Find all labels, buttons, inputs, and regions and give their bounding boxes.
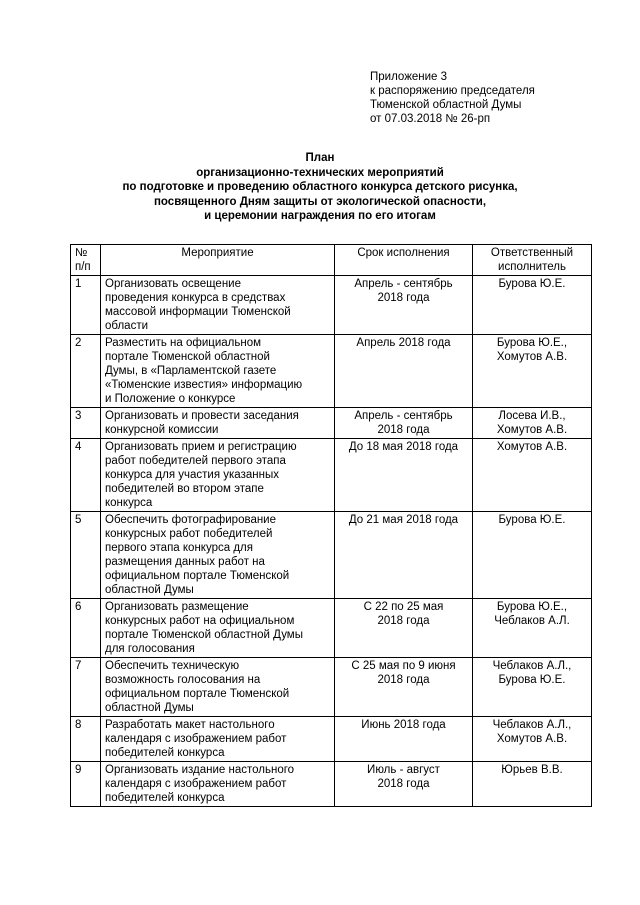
- cell-line: областной Думы: [105, 584, 194, 596]
- row-number: 6: [71, 599, 101, 658]
- responsible-cell: [473, 439, 592, 512]
- row-number: 3: [71, 408, 101, 439]
- cell-line: Бурова Ю.Е.: [498, 514, 566, 526]
- cell-line: До 21 мая 2018 года: [348, 514, 459, 526]
- term-cell: [335, 717, 473, 762]
- responsible-cell: [473, 599, 592, 658]
- cell-line: С 22 по 25 мая: [363, 601, 444, 613]
- table-row: [71, 658, 592, 717]
- cell-line: первого этапа конкурса для: [105, 542, 253, 554]
- cell-line: Обеспечить фотографирование: [105, 514, 277, 526]
- cell-line: Июнь 2018 года: [361, 719, 446, 731]
- row-number: 5: [71, 512, 101, 599]
- responsible-cell: [473, 658, 592, 717]
- title-line: организационно-технических мероприятий: [196, 166, 444, 179]
- event-cell: [101, 762, 335, 807]
- cell-line: Хомутов А.В.: [496, 424, 568, 436]
- cell-line: областной Думы: [105, 702, 194, 714]
- cell-line: возможность голосования на: [105, 674, 261, 686]
- responsible-cell: [473, 408, 592, 439]
- cell-line: Чеблаков А.Л.,: [492, 660, 572, 672]
- title-line: и церемонии награждения по его итогам: [204, 210, 436, 222]
- cell-line: Думы, в «Парламентской газете: [105, 365, 277, 377]
- cell-line: конкурса: [105, 497, 153, 509]
- appendix-line: от 07.03.2018 № 26-рп: [370, 113, 491, 125]
- cell-line: Бурова Ю.Е.: [498, 674, 566, 686]
- cell-line: Обеспечить техническую: [105, 660, 240, 672]
- cell-line: конкурсной комиссии: [105, 424, 219, 436]
- cell-line: Бурова Ю.Е.,: [496, 601, 568, 613]
- cell-line: и Положение о конкурсе: [105, 393, 236, 405]
- title-line: по подготовке и проведению областного конкурса детского рисунка,: [122, 181, 518, 193]
- term-cell: [335, 658, 473, 717]
- document-title: [0, 151, 640, 224]
- cell-line: Организовать освещение: [105, 278, 241, 290]
- table-body: [71, 276, 592, 807]
- cell-line: Хомутов А.В.: [496, 351, 568, 363]
- header-line: Срок исполнения: [357, 247, 450, 259]
- cell-line: массовой информации Тюменской: [105, 306, 291, 318]
- event-cell: [101, 335, 335, 408]
- table-row: [71, 335, 592, 408]
- cell-line: Разместить на официальном: [105, 337, 262, 349]
- cell-line: Хомутов А.В.: [496, 733, 568, 745]
- cell-line: портале Тюменской областной Думы: [105, 629, 303, 641]
- responsible-cell: [473, 717, 592, 762]
- cell-line: размещения данных работ на: [105, 556, 265, 568]
- row-number: 2: [71, 335, 101, 408]
- cell-line: официальном портале Тюменской: [105, 688, 290, 700]
- cell-line: Юрьев В.В.: [501, 764, 563, 776]
- responsible-cell: [473, 276, 592, 335]
- table-row: [71, 439, 592, 512]
- cell-line: Организовать размещение: [105, 601, 249, 613]
- cell-line: Чеблаков А.Л.,: [492, 719, 572, 731]
- appendix-line: к распоряжению председателя: [370, 85, 535, 97]
- cell-line: портале Тюменской областной: [105, 351, 270, 363]
- table-row: [71, 599, 592, 658]
- header-line: Ответственный: [490, 247, 574, 259]
- cell-line: 2018 года: [377, 674, 430, 686]
- plan-table: [70, 244, 592, 807]
- cell-line: Разработать макет настольного: [105, 719, 275, 731]
- table-row: [71, 717, 592, 762]
- term-cell: [335, 276, 473, 335]
- cell-line: Лосева И.В.,: [498, 410, 566, 422]
- term-cell: [335, 512, 473, 599]
- cell-line: календаря с изображением работ: [105, 733, 287, 745]
- responsible-cell: [473, 512, 592, 599]
- table-row: [71, 276, 592, 335]
- header-line: исполнитель: [498, 261, 566, 273]
- cell-line: Апрель - сентябрь: [354, 278, 453, 290]
- cell-line: Хомутов А.В.: [496, 441, 568, 453]
- cell-line: работ победителей первого этапа: [105, 455, 286, 467]
- appendix-header: [370, 70, 535, 126]
- table-row: [71, 408, 592, 439]
- responsible-cell: [473, 762, 592, 807]
- cell-line: Апрель - сентябрь: [354, 410, 453, 422]
- cell-line: для голосования: [105, 643, 195, 655]
- event-cell: [101, 717, 335, 762]
- cell-line: До 18 мая 2018 года: [348, 441, 459, 453]
- term-cell: [335, 408, 473, 439]
- cell-line: победителей во втором этапе: [105, 483, 264, 495]
- event-cell: [101, 658, 335, 717]
- cell-line: Апрель 2018 года: [356, 337, 451, 349]
- event-cell: [101, 439, 335, 512]
- header-line: Мероприятие: [181, 247, 254, 259]
- cell-line: конкурсных работ на официальном: [105, 615, 295, 627]
- cell-line: официальном портале Тюменской: [105, 570, 290, 582]
- cell-line: 2018 года: [377, 424, 430, 436]
- event-cell: [101, 408, 335, 439]
- event-cell: [101, 599, 335, 658]
- row-number: 8: [71, 717, 101, 762]
- cell-line: 2018 года: [377, 615, 430, 627]
- cell-line: Бурова Ю.Е.,: [496, 337, 568, 349]
- header-line: п/п: [75, 261, 91, 273]
- cell-line: конкурса для участия указанных: [105, 469, 279, 481]
- cell-line: Организовать издание настольного: [105, 764, 295, 776]
- cell-line: победителей конкурса: [105, 747, 225, 759]
- cell-line: Организовать прием и регистрацию: [105, 441, 297, 453]
- term-cell: [335, 439, 473, 512]
- responsible-cell: [473, 335, 592, 408]
- table-header-row: [71, 245, 592, 276]
- cell-line: Июль - август: [367, 764, 440, 776]
- header-number: [71, 245, 101, 276]
- table-row: [71, 512, 592, 599]
- cell-line: конкурсных работ победителей: [105, 528, 273, 540]
- appendix-line: Приложение 3: [370, 71, 448, 83]
- row-number: 9: [71, 762, 101, 807]
- header-responsible: [473, 245, 592, 276]
- row-number: 1: [71, 276, 101, 335]
- title-line: посвященного Дням защиты от экологической опасности,: [153, 195, 487, 208]
- term-cell: [335, 335, 473, 408]
- appendix-line: Тюменской областной Думы: [370, 99, 522, 111]
- cell-line: Организовать и провести заседания: [105, 410, 299, 422]
- cell-line: 2018 года: [377, 778, 430, 790]
- cell-line: области: [105, 320, 149, 332]
- event-cell: [101, 276, 335, 335]
- event-cell: [101, 512, 335, 599]
- title-line: План: [305, 152, 335, 164]
- header-event: [101, 245, 335, 276]
- cell-line: «Тюменские известия» информацию: [105, 379, 303, 391]
- row-number: 7: [71, 658, 101, 717]
- cell-line: Бурова Ю.Е.: [498, 278, 566, 290]
- header-term: [335, 245, 473, 276]
- row-number: 4: [71, 439, 101, 512]
- table-row: [71, 762, 592, 807]
- cell-line: календаря с изображением работ: [105, 778, 287, 790]
- header-line: №: [75, 247, 88, 259]
- cell-line: 2018 года: [377, 292, 430, 304]
- term-cell: [335, 599, 473, 658]
- cell-line: победителей конкурса: [105, 792, 225, 804]
- term-cell: [335, 762, 473, 807]
- cell-line: Чеблаков А.Л.: [494, 615, 570, 627]
- cell-line: проведения конкурса в средствах: [105, 292, 286, 304]
- cell-line: С 25 мая по 9 июня: [351, 660, 456, 672]
